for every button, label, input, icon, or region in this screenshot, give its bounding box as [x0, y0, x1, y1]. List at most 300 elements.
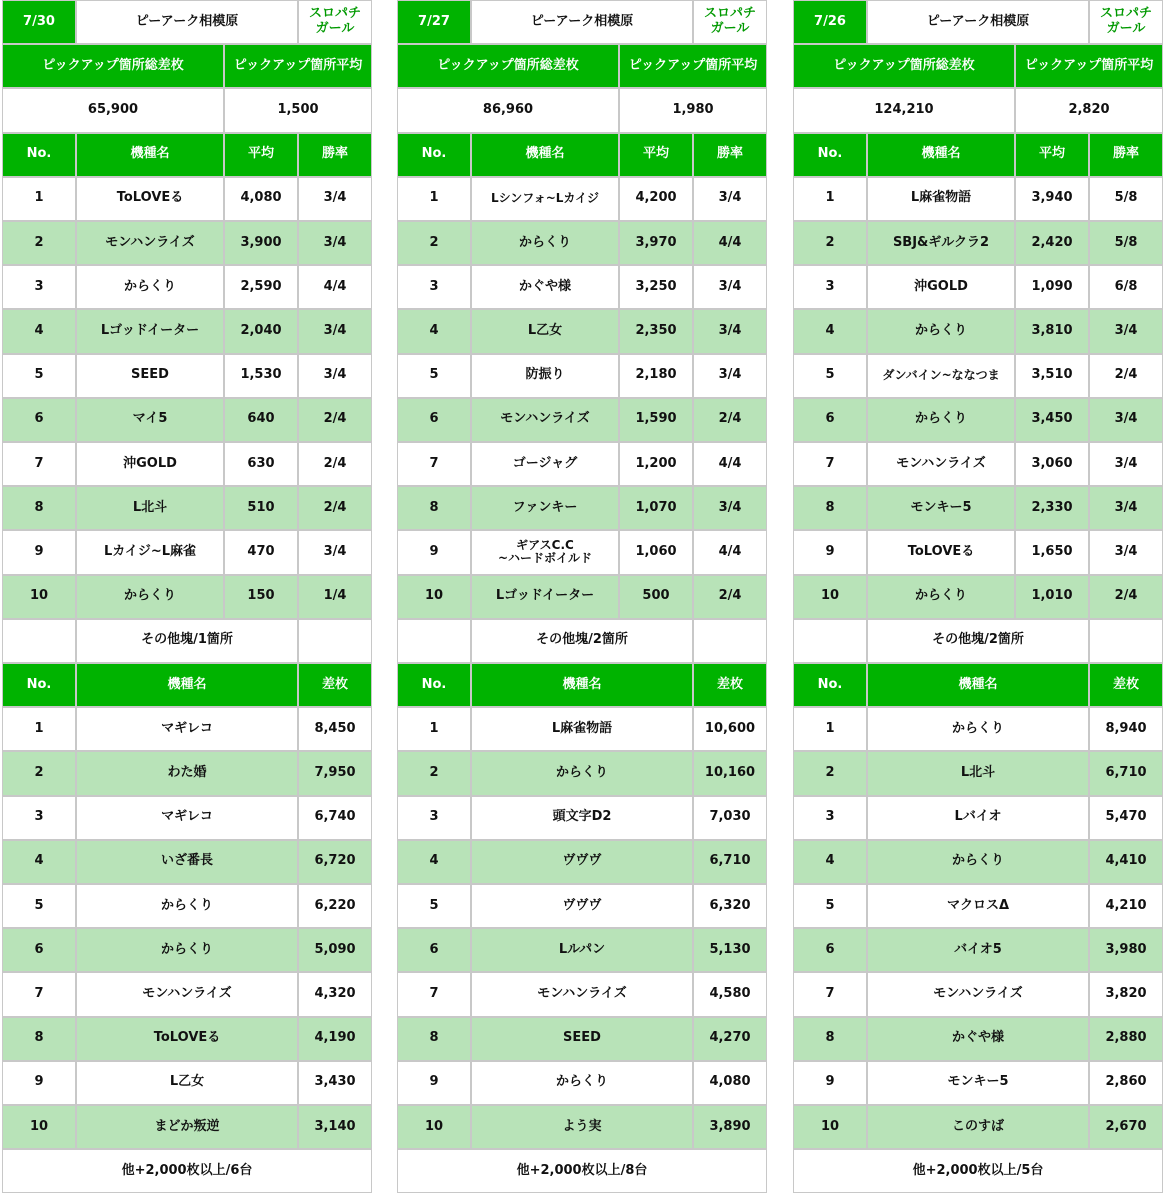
other-row	[793, 619, 1165, 663]
row-number: 7	[397, 442, 471, 486]
table-row	[397, 530, 769, 574]
table-row	[793, 928, 1165, 972]
table-row	[793, 265, 1165, 309]
machine-name: からくり	[867, 707, 1089, 751]
row-number: 8	[397, 1017, 471, 1061]
machine-name: SEED	[76, 354, 224, 398]
row-number: 6	[793, 928, 867, 972]
diff-value: 4,190	[298, 1017, 372, 1061]
diff-value: 8,940	[1089, 707, 1163, 751]
row-number: 2	[793, 221, 867, 265]
average-value: 500	[619, 575, 693, 619]
row-number: 3	[397, 796, 471, 840]
machine-name: このすば	[867, 1105, 1089, 1149]
diff-value: 6,740	[298, 796, 372, 840]
row-number: 7	[793, 442, 867, 486]
machine-name: モンハンライズ	[867, 442, 1015, 486]
row-number: 4	[793, 309, 867, 353]
panel-1	[2, 0, 374, 1200]
table-row	[2, 265, 374, 309]
average-value: 2,590	[224, 265, 298, 309]
table-row	[397, 1105, 769, 1149]
panel-3	[793, 0, 1165, 1200]
table-row	[397, 972, 769, 1016]
machine-name: Lゴッドイーター	[76, 309, 224, 353]
average-value: 1,090	[1015, 265, 1089, 309]
table-row	[397, 928, 769, 972]
table-row	[793, 177, 1165, 221]
win-rate-value: 3/4	[298, 309, 372, 353]
average-value: 1,070	[619, 486, 693, 530]
table-row	[2, 354, 374, 398]
top-table-header	[397, 663, 769, 707]
other-row	[2, 619, 374, 663]
diff-value: 10,160	[693, 751, 767, 795]
pickup-table-header	[2, 133, 374, 177]
win-rate-value: 3/4	[1089, 398, 1163, 442]
row-number: 7	[2, 972, 76, 1016]
table-row	[397, 265, 769, 309]
machine-name: まどか叛逆	[76, 1105, 298, 1149]
pickup-table-header	[793, 133, 1165, 177]
table-row	[397, 575, 769, 619]
average-value: 3,970	[619, 221, 693, 265]
row-number: 9	[2, 530, 76, 574]
row-number: 6	[793, 398, 867, 442]
other-spacer-right	[693, 619, 767, 663]
average-value: 4,200	[619, 177, 693, 221]
table-row	[2, 884, 374, 928]
machine-name: Lルパン	[471, 928, 693, 972]
row-number: 5	[2, 884, 76, 928]
row-number: 1	[397, 177, 471, 221]
win-rate-value: 2/4	[298, 486, 372, 530]
date-cell: 7/27	[397, 0, 471, 44]
diff-value: 5,470	[1089, 796, 1163, 840]
machine-name: ギアスC.C ~ハードボイルド	[471, 530, 619, 574]
table-row	[397, 1061, 769, 1105]
average-value: 1,530	[224, 354, 298, 398]
row-number: 9	[2, 1061, 76, 1105]
row-number: 3	[2, 265, 76, 309]
table-row	[2, 575, 374, 619]
header-average: 平均	[619, 133, 693, 177]
table-row	[2, 928, 374, 972]
table-row	[2, 1017, 374, 1061]
diff-value: 8,450	[298, 707, 372, 751]
win-rate-value: 2/4	[1089, 354, 1163, 398]
diff-value: 6,320	[693, 884, 767, 928]
win-rate-value: 3/4	[298, 354, 372, 398]
table-row	[2, 1061, 374, 1105]
machine-name: かぐや様	[867, 1017, 1089, 1061]
header-machine: 機種名	[867, 663, 1089, 707]
store-name: ピーアーク相模原	[76, 0, 298, 44]
header-no: No.	[793, 663, 867, 707]
diff-value: 3,820	[1089, 972, 1163, 1016]
machine-name: SBJ&ギルクラ2	[867, 221, 1015, 265]
average-value: 150	[224, 575, 298, 619]
row-number: 10	[2, 575, 76, 619]
table-row	[793, 884, 1165, 928]
row-number: 8	[793, 1017, 867, 1061]
header-diff: 差枚	[693, 663, 767, 707]
machine-name: L麻雀物語	[471, 707, 693, 751]
panel-header-row	[2, 0, 374, 44]
table-row	[397, 354, 769, 398]
machine-name: マクロスΔ	[867, 884, 1089, 928]
average-value: 510	[224, 486, 298, 530]
table-row	[793, 530, 1165, 574]
table-row	[397, 707, 769, 751]
table-row	[397, 751, 769, 795]
summary-average-label: ピックアップ箇所平均	[224, 44, 372, 88]
row-number: 10	[397, 575, 471, 619]
store-name: ピーアーク相模原	[867, 0, 1089, 44]
diff-value: 3,430	[298, 1061, 372, 1105]
footer-row	[2, 1149, 374, 1193]
win-rate-value: 4/4	[693, 442, 767, 486]
row-number: 6	[397, 928, 471, 972]
machine-name: ファンキー	[471, 486, 619, 530]
table-row	[397, 486, 769, 530]
diff-value: 6,710	[1089, 751, 1163, 795]
machine-name: よう実	[471, 1105, 693, 1149]
row-number: 8	[2, 1017, 76, 1061]
diff-value: 6,720	[298, 840, 372, 884]
table-row	[2, 309, 374, 353]
machine-name: からくり	[867, 398, 1015, 442]
win-rate-value: 3/4	[298, 177, 372, 221]
machine-name: Lカイジ~L麻雀	[76, 530, 224, 574]
machine-name: Lゴッドイーター	[471, 575, 619, 619]
row-number: 8	[2, 486, 76, 530]
machine-name: からくり	[76, 928, 298, 972]
row-number: 4	[2, 840, 76, 884]
summary-average-value: 2,820	[1015, 88, 1163, 132]
diff-value: 6,220	[298, 884, 372, 928]
row-number: 1	[2, 707, 76, 751]
table-row	[2, 442, 374, 486]
machine-name: L北斗	[76, 486, 224, 530]
table-row	[397, 1017, 769, 1061]
table-row	[2, 707, 374, 751]
row-number: 2	[2, 221, 76, 265]
table-row	[397, 221, 769, 265]
top-table-header	[793, 663, 1165, 707]
average-value: 1,200	[619, 442, 693, 486]
header-no: No.	[2, 133, 76, 177]
diff-value: 7,950	[298, 751, 372, 795]
row-number: 10	[397, 1105, 471, 1149]
machine-name: 沖GOLD	[867, 265, 1015, 309]
header-win-rate: 勝率	[1089, 133, 1163, 177]
average-value: 470	[224, 530, 298, 574]
row-number: 1	[793, 707, 867, 751]
header-win-rate: 勝率	[298, 133, 372, 177]
top-table-header	[2, 663, 374, 707]
table-row	[2, 486, 374, 530]
win-rate-value: 5/8	[1089, 177, 1163, 221]
average-value: 2,330	[1015, 486, 1089, 530]
win-rate-value: 2/4	[298, 398, 372, 442]
row-number: 8	[793, 486, 867, 530]
diff-value: 4,580	[693, 972, 767, 1016]
diff-value: 5,090	[298, 928, 372, 972]
table-row	[397, 840, 769, 884]
machine-name: からくり	[471, 221, 619, 265]
row-number: 5	[397, 884, 471, 928]
date-cell: 7/30	[2, 0, 76, 44]
row-number: 9	[793, 1061, 867, 1105]
row-number: 4	[2, 309, 76, 353]
machine-name: ToLOVEる	[867, 530, 1015, 574]
win-rate-value: 4/4	[298, 265, 372, 309]
row-number: 9	[793, 530, 867, 574]
machine-name: いざ番長	[76, 840, 298, 884]
summary-header-row	[2, 44, 374, 88]
table-row	[2, 221, 374, 265]
machine-name: からくり	[76, 884, 298, 928]
row-number: 2	[397, 221, 471, 265]
other-clusters: その他塊/2箇所	[867, 619, 1089, 663]
store-name: ピーアーク相模原	[471, 0, 693, 44]
machine-name: モンハンライズ	[76, 972, 298, 1016]
other-clusters: その他塊/2箇所	[471, 619, 693, 663]
machine-name: わた婚	[76, 751, 298, 795]
table-row	[793, 442, 1165, 486]
row-number: 7	[397, 972, 471, 1016]
row-number: 3	[793, 796, 867, 840]
diff-value: 2,880	[1089, 1017, 1163, 1061]
machine-name: Lシンフォ~Lカイジ	[471, 177, 619, 221]
win-rate-value: 3/4	[693, 177, 767, 221]
table-row	[793, 1017, 1165, 1061]
table-row	[397, 398, 769, 442]
table-row	[793, 309, 1165, 353]
row-number: 5	[2, 354, 76, 398]
header-machine: 機種名	[471, 133, 619, 177]
row-number: 5	[793, 884, 867, 928]
other-row	[397, 619, 769, 663]
diff-value: 3,980	[1089, 928, 1163, 972]
row-number: 1	[397, 707, 471, 751]
category-label: スロパチ ガール	[298, 0, 372, 44]
average-value: 4,080	[224, 177, 298, 221]
summary-header-row	[397, 44, 769, 88]
machine-name: からくり	[76, 575, 224, 619]
machine-name: バイオ5	[867, 928, 1089, 972]
row-number: 10	[793, 575, 867, 619]
average-value: 1,060	[619, 530, 693, 574]
average-value: 630	[224, 442, 298, 486]
win-rate-value: 4/4	[693, 530, 767, 574]
summary-total-label: ピックアップ箇所総差枚	[397, 44, 619, 88]
diff-value: 3,140	[298, 1105, 372, 1149]
diff-value: 10,600	[693, 707, 767, 751]
average-value: 2,420	[1015, 221, 1089, 265]
win-rate-value: 3/4	[1089, 530, 1163, 574]
machine-name: からくり	[867, 840, 1089, 884]
table-row	[2, 751, 374, 795]
machine-name: ヴヴヴ	[471, 884, 693, 928]
header-no: No.	[397, 663, 471, 707]
table-row	[2, 1105, 374, 1149]
average-value: 3,940	[1015, 177, 1089, 221]
header-no: No.	[2, 663, 76, 707]
summary-value-row	[2, 88, 374, 132]
summary-total-label: ピックアップ箇所総差枚	[2, 44, 224, 88]
summary-average-label: ピックアップ箇所平均	[619, 44, 767, 88]
machine-name: 防振り	[471, 354, 619, 398]
summary-total-value: 65,900	[2, 88, 224, 132]
table-row	[2, 398, 374, 442]
average-value: 3,810	[1015, 309, 1089, 353]
table-row	[793, 796, 1165, 840]
table-row	[397, 796, 769, 840]
other-spacer-right	[298, 619, 372, 663]
summary-average-label: ピックアップ箇所平均	[1015, 44, 1163, 88]
diff-value: 5,130	[693, 928, 767, 972]
machine-name: からくり	[471, 1061, 693, 1105]
diff-value: 7,030	[693, 796, 767, 840]
machine-name: L麻雀物語	[867, 177, 1015, 221]
row-number: 6	[2, 928, 76, 972]
win-rate-value: 3/4	[1089, 486, 1163, 530]
summary-total-value: 86,960	[397, 88, 619, 132]
table-row	[2, 796, 374, 840]
machine-name: 沖GOLD	[76, 442, 224, 486]
header-diff: 差枚	[298, 663, 372, 707]
diff-value: 4,210	[1089, 884, 1163, 928]
machine-name: ゴージャグ	[471, 442, 619, 486]
diff-value: 4,270	[693, 1017, 767, 1061]
category-label: スロパチ ガール	[1089, 0, 1163, 44]
table-row	[793, 221, 1165, 265]
row-number: 9	[397, 1061, 471, 1105]
win-rate-value: 3/4	[298, 530, 372, 574]
average-value: 3,900	[224, 221, 298, 265]
machine-name: モンキー5	[867, 1061, 1089, 1105]
machine-name: ToLOVEる	[76, 177, 224, 221]
table-row	[793, 840, 1165, 884]
row-number: 2	[793, 751, 867, 795]
footer-row	[793, 1149, 1165, 1193]
table-row	[793, 354, 1165, 398]
row-number: 7	[793, 972, 867, 1016]
win-rate-value: 2/4	[693, 398, 767, 442]
win-rate-value: 4/4	[693, 221, 767, 265]
row-number: 8	[397, 486, 471, 530]
table-row	[2, 840, 374, 884]
table-row	[793, 707, 1165, 751]
summary-header-row	[793, 44, 1165, 88]
win-rate-value: 3/4	[1089, 309, 1163, 353]
table-row	[793, 398, 1165, 442]
average-value: 2,180	[619, 354, 693, 398]
other-spacer-left	[397, 619, 471, 663]
machine-name: Lバイオ	[867, 796, 1089, 840]
row-number: 4	[793, 840, 867, 884]
category-label: スロパチ ガール	[693, 0, 767, 44]
header-win-rate: 勝率	[693, 133, 767, 177]
header-no: No.	[397, 133, 471, 177]
panel-header-row	[793, 0, 1165, 44]
machine-name: マギレコ	[76, 796, 298, 840]
footer-summary: 他+2,000枚以上/6台	[2, 1149, 372, 1193]
machine-name: L乙女	[471, 309, 619, 353]
row-number: 6	[2, 398, 76, 442]
machine-name: モンハンライズ	[76, 221, 224, 265]
win-rate-value: 3/4	[693, 486, 767, 530]
summary-total-label: ピックアップ箇所総差枚	[793, 44, 1015, 88]
machine-name: SEED	[471, 1017, 693, 1061]
machine-name: モンハンライズ	[867, 972, 1089, 1016]
header-machine: 機種名	[471, 663, 693, 707]
row-number: 1	[793, 177, 867, 221]
win-rate-value: 2/4	[1089, 575, 1163, 619]
summary-total-value: 124,210	[793, 88, 1015, 132]
win-rate-value: 3/4	[298, 221, 372, 265]
machine-name: からくり	[867, 575, 1015, 619]
row-number: 1	[2, 177, 76, 221]
table-row	[397, 884, 769, 928]
footer-row	[397, 1149, 769, 1193]
win-rate-value: 3/4	[693, 354, 767, 398]
table-row	[397, 309, 769, 353]
header-machine: 機種名	[867, 133, 1015, 177]
row-number: 4	[397, 309, 471, 353]
average-value: 3,510	[1015, 354, 1089, 398]
win-rate-value: 3/4	[693, 265, 767, 309]
table-row	[793, 1105, 1165, 1149]
machine-name: ToLOVEる	[76, 1017, 298, 1061]
other-spacer-left	[793, 619, 867, 663]
average-value: 2,350	[619, 309, 693, 353]
table-row	[2, 972, 374, 1016]
panel-header-row	[397, 0, 769, 44]
header-no: No.	[793, 133, 867, 177]
win-rate-value: 3/4	[693, 309, 767, 353]
machine-name: モンキー5	[867, 486, 1015, 530]
other-spacer-left	[2, 619, 76, 663]
row-number: 2	[2, 751, 76, 795]
row-number: 9	[397, 530, 471, 574]
pickup-table-header	[397, 133, 769, 177]
row-number: 4	[397, 840, 471, 884]
table-row	[2, 530, 374, 574]
summary-average-value: 1,980	[619, 88, 767, 132]
other-clusters: その他塊/1箇所	[76, 619, 298, 663]
header-machine: 機種名	[76, 663, 298, 707]
row-number: 7	[2, 442, 76, 486]
header-diff: 差枚	[1089, 663, 1163, 707]
diff-value: 2,860	[1089, 1061, 1163, 1105]
win-rate-value: 2/4	[693, 575, 767, 619]
summary-value-row	[397, 88, 769, 132]
average-value: 1,010	[1015, 575, 1089, 619]
table-row	[397, 442, 769, 486]
average-value: 2,040	[224, 309, 298, 353]
row-number: 2	[397, 751, 471, 795]
machine-name: からくり	[867, 309, 1015, 353]
win-rate-value: 5/8	[1089, 221, 1163, 265]
row-number: 10	[2, 1105, 76, 1149]
diff-value: 2,670	[1089, 1105, 1163, 1149]
machine-name: からくり	[76, 265, 224, 309]
win-rate-value: 1/4	[298, 575, 372, 619]
machine-name: かぐや様	[471, 265, 619, 309]
